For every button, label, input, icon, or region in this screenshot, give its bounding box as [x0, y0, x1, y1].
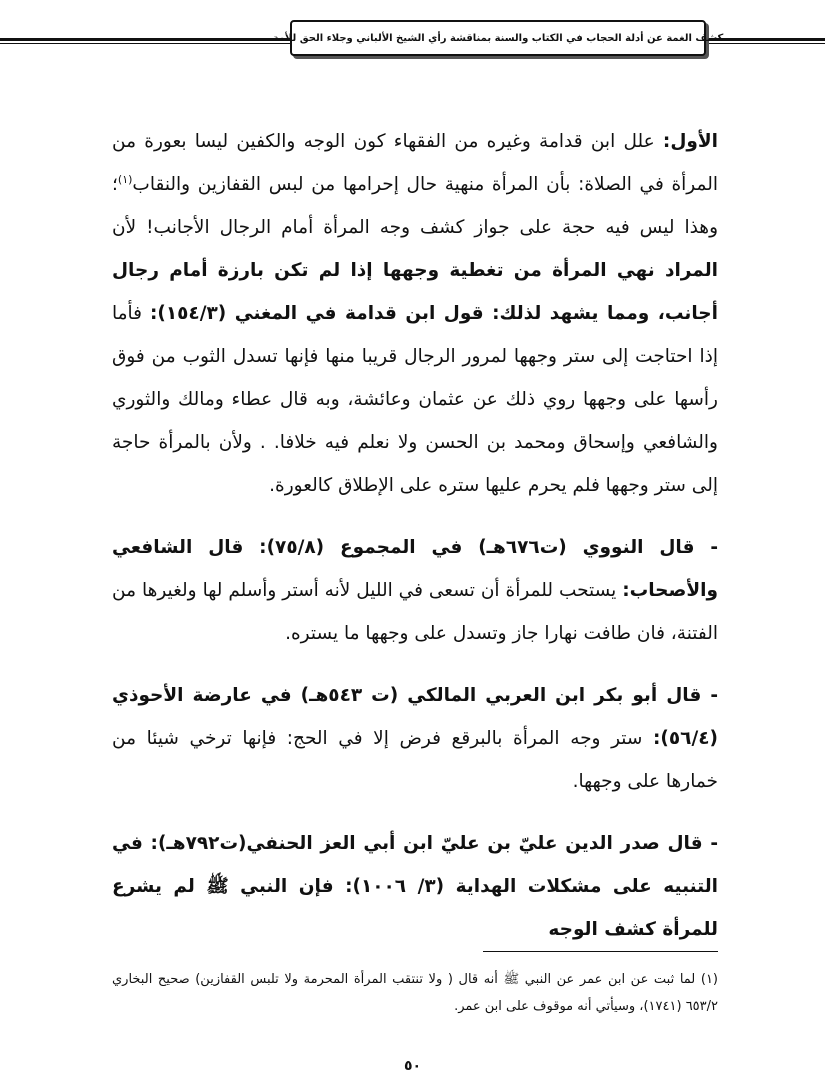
footnote: (١) لما ثبت عن ابن عمر عن النبي ﷺ أنه قال ( ولا تنتقب المرأة المحرمة ولا تلبس القفازين) صحيح البخاري ٦٥٣/٢ (١٧٤١)، وسيأتي أنه موقوف على ابن عمر. [112, 972, 718, 1014]
paragraph-1-bold: المراد نهي المرأة من تغطية وجهها إذا لم تكن بارزة أمام رجال أجانب، ومما يشهد لذلك: قول ابن قدامة في المغني (١٥٤/٣): [112, 260, 718, 324]
paragraph-1-text-2: ؛ وهذا ليس فيه حجة على جواز كشف وجه المرأة أمام الرجال الأجانب! لأن [112, 174, 718, 238]
header-rule-left-thin [0, 43, 290, 44]
running-header [272, 20, 724, 56]
paragraph-1-label: الأول: [662, 131, 718, 152]
paragraph-3-text: ستر وجه المرأة بالبرقع فرض إلا في الحج: فإنها ترخي شيئا من خمارها على وجهها. [112, 728, 718, 792]
paragraph-4 [112, 822, 718, 951]
header-rule-right [706, 38, 825, 41]
running-header-title: كشف الغمة عن أدلة الحجاب في الكتاب والسنة بمناقشة رأي الشيخ الألباني وجلاء الحق للأمة [272, 32, 724, 44]
footnote-reference[interactable]: (١) [117, 172, 133, 186]
paragraph-1 [112, 120, 718, 507]
paragraph-1-text-1: علل ابن قدامة وغيره من الفقهاء كون الوجه والكفين ليسا بعورة من المرأة في الصلاة: بأن المرأة منهية حال إحرامها من لبس القفازين والنقاب [112, 131, 718, 195]
header-rule-left [0, 38, 290, 41]
page-number: ٥٠ [403, 1058, 422, 1074]
footnote-separator [483, 951, 718, 952]
paragraph-2-bold: - قال النووي (ت٦٧٦هـ) في المجموع (٧٥/٨): قال الشافعي والأصحاب: [112, 537, 718, 601]
paragraph-3 [112, 674, 718, 803]
paragraph-2 [112, 526, 718, 655]
paragraph-4-bold: - قال صدر الدين عليّ بن عليّ ابن أبي العز الحنفي(ت٧٩٢هـ): في التنبيه على مشكلات الهداية (٣/ ١٠٠٦): فإن النبي ﷺ لم يشرع للمرأة كشف الوجه [112, 833, 719, 940]
page-body [112, 120, 718, 951]
paragraph-1-text-3: فأما إذا احتاجت إلى ستر وجهها لمرور الرجال قريبا منها فإنها تسدل الثوب من فوق رأسها على وجهها روي ذلك عن عثمان وعائشة، وبه قال عطاء ومالك والثوري والشافعي وإسحاق ومحمد بن الحسن ولا نعلم فيه خلافا. . ولأن بالمرأة حاجة إلى ستر وجهها فلم يحرم عليها ستره على الإطلاق كالعورة. [112, 303, 718, 496]
paragraph-3-bold: - قال أبو بكر ابن العربي المالكي (ت ٥٤٣هـ) في عارضة الأحوذي (٥٦/٤): [112, 685, 719, 749]
paragraph-2-text: يستحب للمرأة أن تسعى في الليل لأنه أستر وأسلم لها ولغيرها من الفتنة، فان طافت نهارا جاز وتسدل على وجهها ما يستره. [112, 580, 718, 644]
header-rule-right-thin [706, 43, 825, 44]
